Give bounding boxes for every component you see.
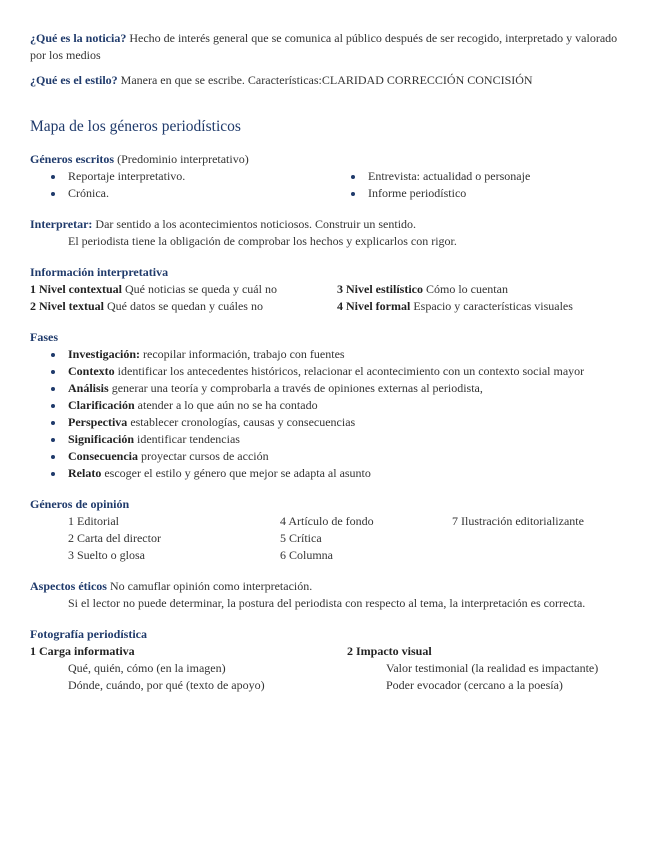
level-item: 4 Nivel formal Espacio y características visuales (337, 299, 573, 313)
fase-item: Investigación: recopilar información, trabajo con fuentes (30, 346, 630, 363)
interpretar-text: Dar sentido a los acontecimientos noticiosos. Construir un sentido. (95, 217, 417, 231)
list-item: Informe periodístico (330, 185, 630, 202)
escritos-list-left (30, 168, 330, 202)
noticia-question: ¿Qué es la noticia? (30, 31, 127, 45)
carga-informativa: 1 Carga informativa (30, 644, 135, 658)
fases-heading: Fases (30, 330, 58, 344)
document-page (30, 30, 630, 708)
fase-item: Relato escoger el estilo y género que mejor se adapta al asunto (30, 465, 630, 482)
info-interpretativa-section (30, 264, 630, 315)
generos-opinion-section (30, 496, 630, 564)
foto-item: Qué, quién, cómo (en la imagen) (68, 661, 226, 675)
level-item: 2 Nivel textual Qué datos se quedan y cuáles no (30, 299, 263, 313)
opinion-item (452, 530, 642, 547)
map-heading: Mapa de los géneros periodísticos (30, 118, 241, 135)
levels-grid (30, 281, 630, 315)
fase-item: Consecuencia proyectar cursos de acción (30, 448, 630, 465)
impacto-visual: 2 Impacto visual (347, 644, 432, 658)
noticia-answer: Hecho de interés general que se comunica al público después de ser recogido, interpretado y valorado por los medios (30, 31, 618, 62)
noticia-paragraph (30, 30, 630, 64)
fase-item: Análisis generar una teoría y comprobarla a través de opiniones externas al periodista, (30, 380, 630, 397)
opinion-item: 2 Carta del director (68, 531, 161, 545)
eticos-text: No camuflar opinión como interpretación. (109, 579, 313, 593)
eticos-line2: Si el lector no puede determinar, la postura del periodista con respecto al tema, la interpretación es correcta. (68, 596, 586, 610)
fases-section (30, 329, 630, 482)
foto-item: Dónde, cuándo, por qué (texto de apoyo) (68, 678, 265, 692)
generos-escritos-note: (Predominio interpretativo) (117, 152, 249, 166)
aspectos-eticos-section (30, 578, 630, 612)
eticos-label: Aspectos éticos (30, 579, 107, 593)
fase-item: Significación identificar tendencias (30, 431, 630, 448)
foto-item: Valor testimonial (la realidad es impactante) (386, 661, 599, 675)
fotografia-section (30, 626, 630, 694)
estilo-paragraph (30, 72, 630, 89)
interpretar-line2: El periodista tiene la obligación de comprobar los hechos y explicarlos con rigor. (68, 234, 457, 248)
fotografia-heading: Fotografía periodística (30, 627, 147, 641)
opinion-item: 7 Ilustración editorializante (452, 514, 584, 528)
fase-item: Perspectiva establecer cronologías, causas y consecuencias (30, 414, 630, 431)
foto-rows-grid (30, 660, 630, 694)
generos-opinion-heading: Géneros de opinión (30, 497, 130, 511)
generos-escritos-label: Géneros escritos (30, 152, 115, 166)
level-item: 3 Nivel estilístico Cómo lo cuentan (337, 282, 508, 296)
escritos-list-right (330, 168, 630, 202)
list-item: Crónica. (30, 185, 330, 202)
estilo-question: ¿Qué es el estilo? (30, 73, 118, 87)
opinion-item: 3 Suelto o glosa (68, 548, 145, 562)
list-item: Reportaje interpretativo. (30, 168, 330, 185)
opinion-item: 1 Editorial (68, 514, 119, 528)
foto-item: Poder evocador (cercano a la poesía) (386, 678, 563, 692)
fase-item: Contexto identificar los antecedentes históricos, relacionar el acontecimiento con un contexto social mayor (30, 363, 630, 380)
opinion-item: 6 Columna (280, 548, 333, 562)
foto-header-grid (30, 643, 630, 660)
estilo-answer: Manera en que se escribe. Características:CLARIDAD CORRECCIÓN CONCISIÓN (120, 73, 533, 87)
info-interpretativa-heading: Información interpretativa (30, 265, 169, 279)
opinion-item (452, 547, 642, 564)
fase-item: Clarificación atender a lo que aún no se ha contado (30, 397, 630, 414)
level-item: 1 Nivel contextual Qué noticias se queda y cuál no (30, 282, 277, 296)
opinion-item: 5 Crítica (280, 531, 322, 545)
interpretar-section (30, 216, 630, 250)
interpretar-label: Interpretar: (30, 217, 93, 231)
list-item: Entrevista: actualidad o personaje (330, 168, 630, 185)
fases-list (30, 346, 630, 482)
opinion-grid (30, 513, 630, 564)
generos-escritos-section (30, 151, 630, 202)
opinion-item: 4 Artículo de fondo (280, 514, 374, 528)
